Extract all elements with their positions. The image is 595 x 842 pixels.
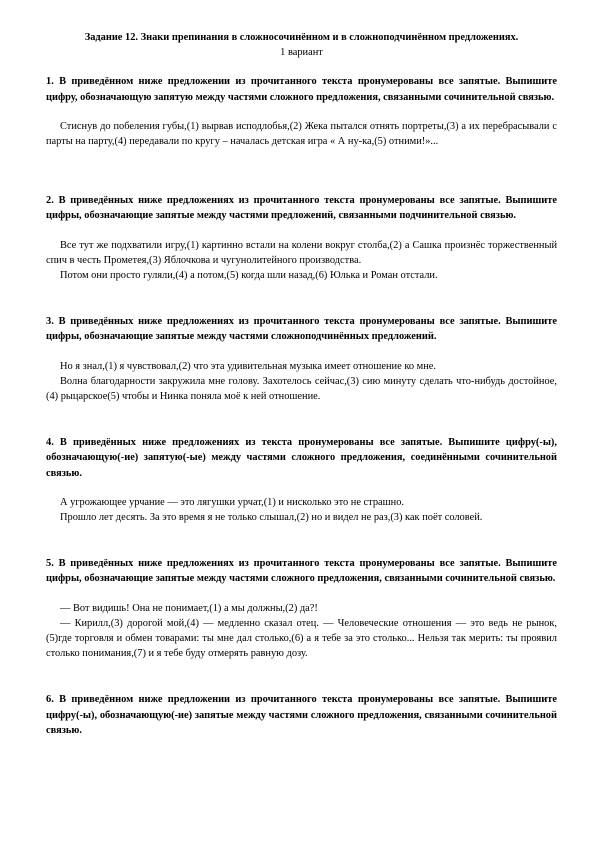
task-5-text xyxy=(46,601,557,662)
task-6 xyxy=(46,692,557,738)
task-2 xyxy=(46,193,557,283)
task-2-paragraph-1: Все тут же подхватили игру,(1) картинно встали на колени вокруг столба,(2) а Сашка произнёс торжественный спич в честь Прометея,(3) Яблочкова и чугунолитейного производства. xyxy=(46,239,557,266)
task-4-paragraph-2: Прошло лет десять. За это время я не только слышал,(2) но и видел не раз,(3) как поёт соловей. xyxy=(60,512,483,524)
task-1-question: 1. В приведённом ниже предложении из прочитанного текста пронумерованы все запятые. Выпишите цифру, обозначающую запятую между частями сложного предложения, связанными сочинительной связью. xyxy=(46,76,557,103)
task-3-text xyxy=(46,359,557,405)
task-5 xyxy=(46,556,557,661)
task-4-question: 4. В приведённых ниже предложениях из текста пронумерованы все запятые. Выпишите цифру(-ы), обозначающую(-ие) запятую(-ые) между частями сложного предложения, соединёнными сочинительной связью. xyxy=(46,437,557,479)
task-1-paragraph-1: Стиснув до побеления губы,(1) вырвав исподлобья,(2) Жека пытался отнять портреты,(3) а их перебрасывали с парты на парту,(4) передавали по кругу – началась детская игра « А ну-ка,(5) отними!»... xyxy=(46,120,557,148)
task-4 xyxy=(46,435,557,525)
task-5-paragraph-2: — Кирилл,(3) дорогой мой,(4) — медленно сказал отец. — Человеческие отношения — это ведь не рынок,(5)где торговля и обмен товарами: ты мне дал столько,(6) а я тебе за это столько... Нельзя так мерить: ты проявил столько понимания,(7) и я тебе буду отмерять равную дозу. xyxy=(46,617,557,660)
task-3-paragraph-1: Но я знал,(1) я чувствовал,(2) что эта удивительная музыка имеет отношение ко мне. xyxy=(60,360,436,372)
task-3-paragraph-2: Волна благодарности закружила мне голову. Захотелось сейчас,(3) сию минуту сделать что-нибудь достойное,(4) рыцарское(5) чтобы и Нинка поняла моё к ней отношение. xyxy=(46,375,557,403)
task-5-paragraph-1: — Вот видишь! Она не понимает,(1) а мы должны,(2) да?! xyxy=(60,602,318,614)
task-2-text xyxy=(46,238,557,284)
task-6-question: 6. В приведённом ниже предложении из прочитанного текста пронумерованы все запятые. Выпишите цифру(-ы), обозначающую(-ие) запятые между частями сложного предложения, связанными сочинительной связью. xyxy=(46,694,557,736)
task-3-question: 3. В приведённых ниже предложениях из прочитанного текста пронумерованы все запятые. Выпишите цифры, обозначающие запятые между частями сложноподчинённых предложений. xyxy=(46,316,557,343)
task-4-text xyxy=(46,495,557,525)
worksheet-title: Задание 12. Знаки препинания в сложносочинённом и в сложноподчинённом предложениях. xyxy=(84,32,519,43)
variant-label: 1 вариант xyxy=(280,47,323,59)
task-2-paragraph-2: Потом они просто гуляли,(4) а потом,(5) когда шли назад,(6) Юлька и Роман отстали. xyxy=(60,270,438,282)
task-1 xyxy=(46,74,557,149)
task-5-question: 5. В приведённых ниже предложениях из прочитанного текста пронумерованы все запятые. Выпишите цифры, обозначающие запятые между частями сложного предложения, связанными сочинительной связью. xyxy=(46,558,557,585)
task-4-paragraph-1: А угрожающее урчание — это лягушки урчат,(1) и нисколько это не страшно. xyxy=(60,496,404,508)
worksheet-header xyxy=(46,30,557,60)
task-2-question: 2. В приведённых ниже предложениях из прочитанного текста пронумерованы все запятые. Выпишите цифры, обозначающие запятые между частями предложений, связанными подчинительной связью. xyxy=(46,195,557,222)
task-1-text xyxy=(46,119,557,149)
task-3 xyxy=(46,314,557,404)
